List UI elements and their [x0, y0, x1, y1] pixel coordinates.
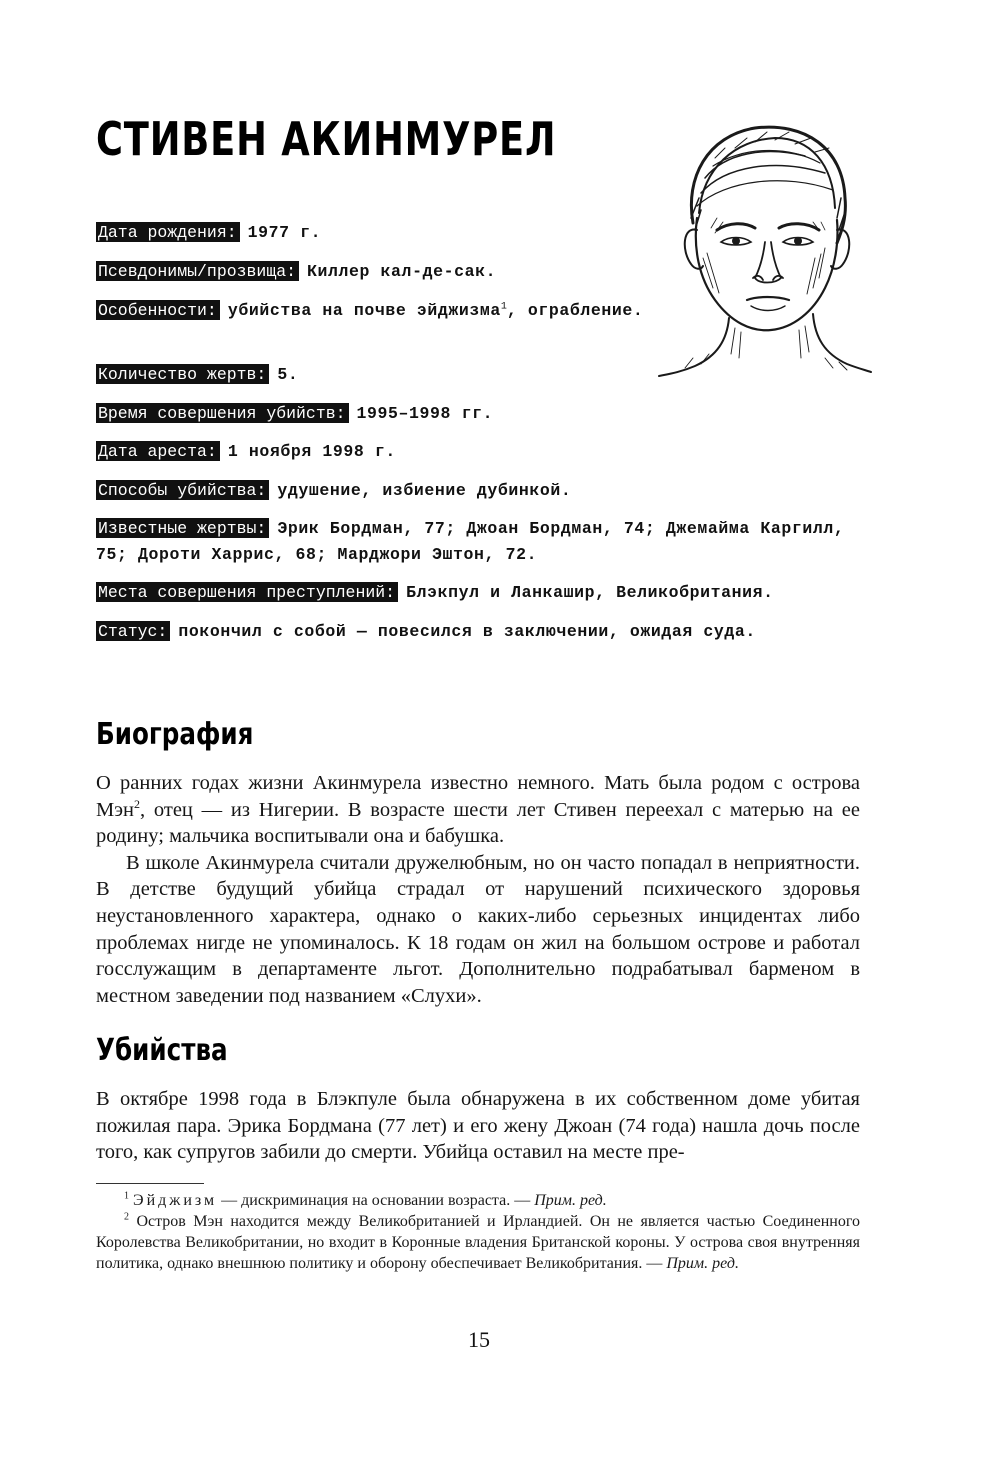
biography-text: [96, 770, 860, 1009]
fact-value: убийства на почве эйджизма: [227, 301, 501, 320]
murders-heading: Убийства: [96, 1033, 228, 1068]
footnote-ref-2: 2: [134, 796, 140, 811]
fact-label: Дата рождения:: [96, 222, 240, 242]
fact-value: Эрик Бордман, 77; Джоан Бордман, 74; Джемайма Каргилл, 75; Дороти Харрис, 68; Марджори Эштон, 72.: [96, 519, 845, 564]
fact-value: покончил с собой — повесился в заключении, ожидая суда.: [178, 622, 756, 641]
fact-status: [96, 619, 866, 645]
fact-label: Статус:: [96, 621, 170, 641]
fact-label: Дата ареста:: [96, 441, 220, 461]
footnote-number: 1: [124, 1190, 129, 1202]
biography-paragraph: [96, 770, 860, 850]
fact-label: Время совершения убийств:: [96, 403, 349, 423]
footnote-divider: [96, 1183, 204, 1184]
fact-features: [96, 298, 866, 324]
biography-paragraph: В школе Акинмурела считали дружелюбным, но он часто попадал в неприятности. В детстве будущий убийца страдал от нарушений психического здоровья неустановленного характера, однако о каких-либо серьезных инцидентах либо проблемах нигде не упоминалось. К 18 годам он жил на большом острове и работал госслужащим в департаменте льгот. Дополнительно подрабатывал барменом в местном заведении под названием «Слухи».: [96, 851, 860, 1007]
editor-note: Прим. ред.: [534, 1192, 607, 1209]
murders-text: [96, 1086, 860, 1166]
murders-paragraph: В октябре 1998 года в Блэкпуле была обнаружена в их собственном доме убитая пожилая пара. Эрика Бордмана (77 лет) и его жену Джоан (74 года) нашла дочь после того, как супругов забили до смерти. Убийца оставил на месте пре-: [96, 1088, 860, 1164]
fact-value: удушение, избиение дубинкой.: [277, 481, 572, 500]
footnotes: [96, 1190, 860, 1274]
fact-methods: [96, 478, 866, 504]
footnote-text: — дискриминация на основании возраста. —: [217, 1192, 535, 1209]
fact-arrest-date: [96, 439, 866, 465]
fact-label: Известные жертвы:: [96, 518, 269, 538]
portrait-illustration: [655, 118, 873, 380]
fact-value: 5.: [277, 365, 299, 384]
fact-label: Количество жертв:: [96, 364, 269, 384]
page-title: СТИВЕН АКИНМУРЕЛ: [96, 112, 557, 166]
biography-heading: Биография: [96, 717, 254, 752]
editor-note: Прим. ред.: [666, 1255, 739, 1272]
fact-value: Блэкпул и Ланкашир, Великобритания.: [406, 583, 774, 602]
fact-value-continued: , ограбление.: [506, 301, 644, 320]
fact-murder-period: [96, 401, 866, 427]
fact-value: 1 ноября 1998 г.: [227, 442, 396, 461]
footnote-1: [96, 1190, 860, 1211]
footnote-ref-1: 1: [500, 301, 507, 313]
fact-value: 1977 г.: [247, 223, 322, 242]
footnote-number: 2: [124, 1211, 129, 1223]
footnote-term: Эйджизм: [133, 1192, 218, 1209]
page-number: 15: [468, 1327, 490, 1352]
fact-label: Особенности:: [96, 300, 220, 320]
fact-value: Киллер кал-де-сак.: [307, 262, 497, 281]
text-run: , отец — из Нигерии. В возрасте шести лет Стивен переехал с матерью на ее родину; мальчика воспитывали она и бабушка.: [96, 798, 860, 848]
fact-label: Псевдонимы/прозвища:: [96, 261, 299, 281]
fact-label: Места совершения преступлений:: [96, 582, 398, 602]
fact-locations: [96, 580, 866, 606]
footnote-2: [96, 1211, 860, 1274]
fact-victim-count: [96, 362, 866, 388]
fact-nicknames: [96, 259, 866, 285]
fact-value: 1995–1998 гг.: [356, 404, 494, 423]
footnote-text: Остров Мэн находится между Великобританией и Ирландией. Он не является частью Соединенного Королевства Великобритании, но входит в Коронные владения Британской короны. У острова своя внутренняя политика, однако внешнюю политику и оборону обеспечивает Великобритания. —: [96, 1213, 861, 1272]
fact-label: Способы убийства:: [96, 480, 269, 500]
text-run: О ранних годах жизни Акинмурела известно немного. Мать была родом с острова Мэн: [96, 772, 860, 821]
fact-birth-date: [96, 220, 866, 246]
fact-known-victims: [96, 516, 866, 568]
